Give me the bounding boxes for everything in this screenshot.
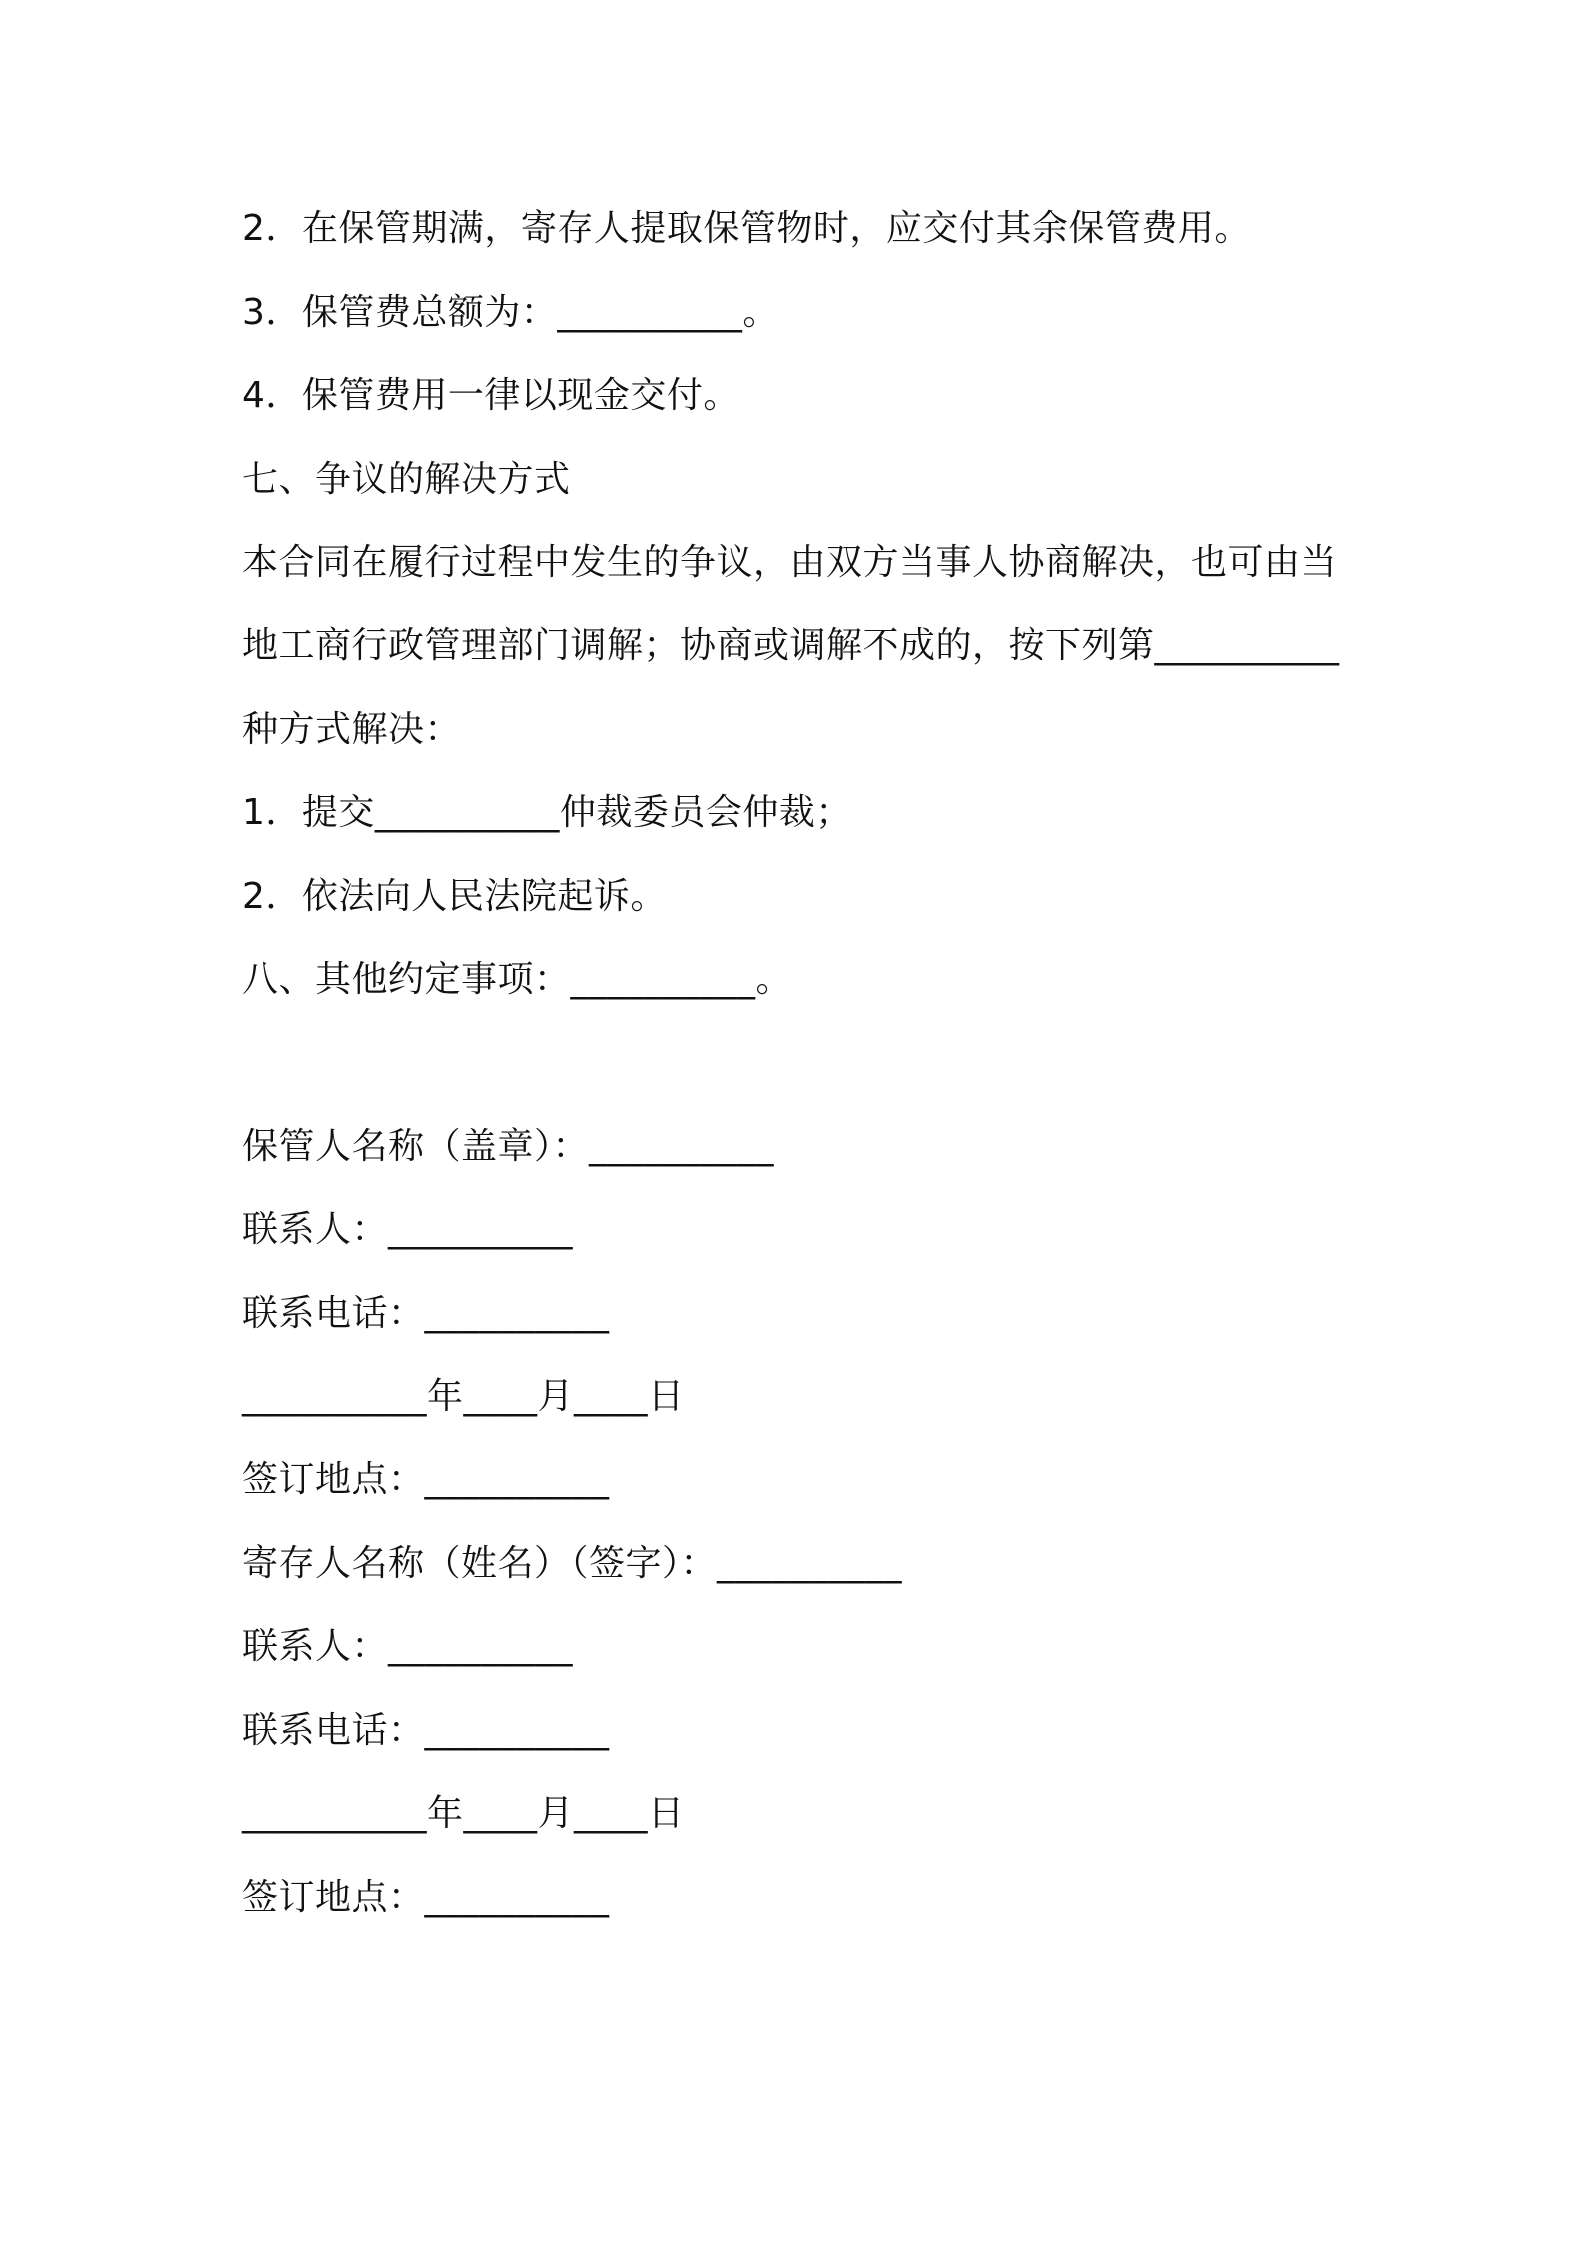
clause-6-item-3: 3．保管费总额为：__________。 bbox=[242, 292, 779, 333]
custodian-phone-field: 联系电话：__________ bbox=[242, 1293, 610, 1334]
depositor-date-field: __________年____月____日 bbox=[242, 1793, 685, 1834]
section-7-paragraph-line-3: 种方式解决： bbox=[242, 709, 462, 750]
section-8-heading: 八、其他约定事项：__________。 bbox=[242, 959, 793, 1000]
clause-6-item-2: 2．在保管期满，寄存人提取保管物时，应交付其余保管费用。 bbox=[242, 208, 1251, 249]
custodian-date-field: __________年____月____日 bbox=[242, 1376, 685, 1417]
custodian-contact-field: 联系人：__________ bbox=[242, 1209, 574, 1250]
section-7-paragraph-line-2: 地工商行政管理部门调解；协商或调解不成的，按下列第__________ bbox=[242, 625, 1340, 666]
depositor-name-field: 寄存人名称（姓名）（签字）：__________ bbox=[242, 1543, 903, 1584]
depositor-signing-place-field: 签订地点：__________ bbox=[242, 1877, 610, 1918]
depositor-contact-field: 联系人：__________ bbox=[242, 1626, 574, 1667]
section-7-option-1: 1．提交__________仲裁委员会仲裁； bbox=[242, 792, 852, 833]
depositor-phone-field: 联系电话：__________ bbox=[242, 1710, 610, 1751]
clause-6-item-4: 4．保管费用一律以现金交付。 bbox=[242, 375, 740, 416]
section-7-option-2: 2．依法向人民法院起诉。 bbox=[242, 876, 667, 917]
custodian-name-field: 保管人名称（盖章）：__________ bbox=[242, 1126, 775, 1167]
section-7-heading: 七、争议的解决方式 bbox=[242, 459, 571, 500]
section-7-paragraph-line-1: 本合同在履行过程中发生的争议，由双方当事人协商解决，也可由当 bbox=[242, 542, 1338, 583]
custodian-signing-place-field: 签订地点：__________ bbox=[242, 1459, 610, 1500]
